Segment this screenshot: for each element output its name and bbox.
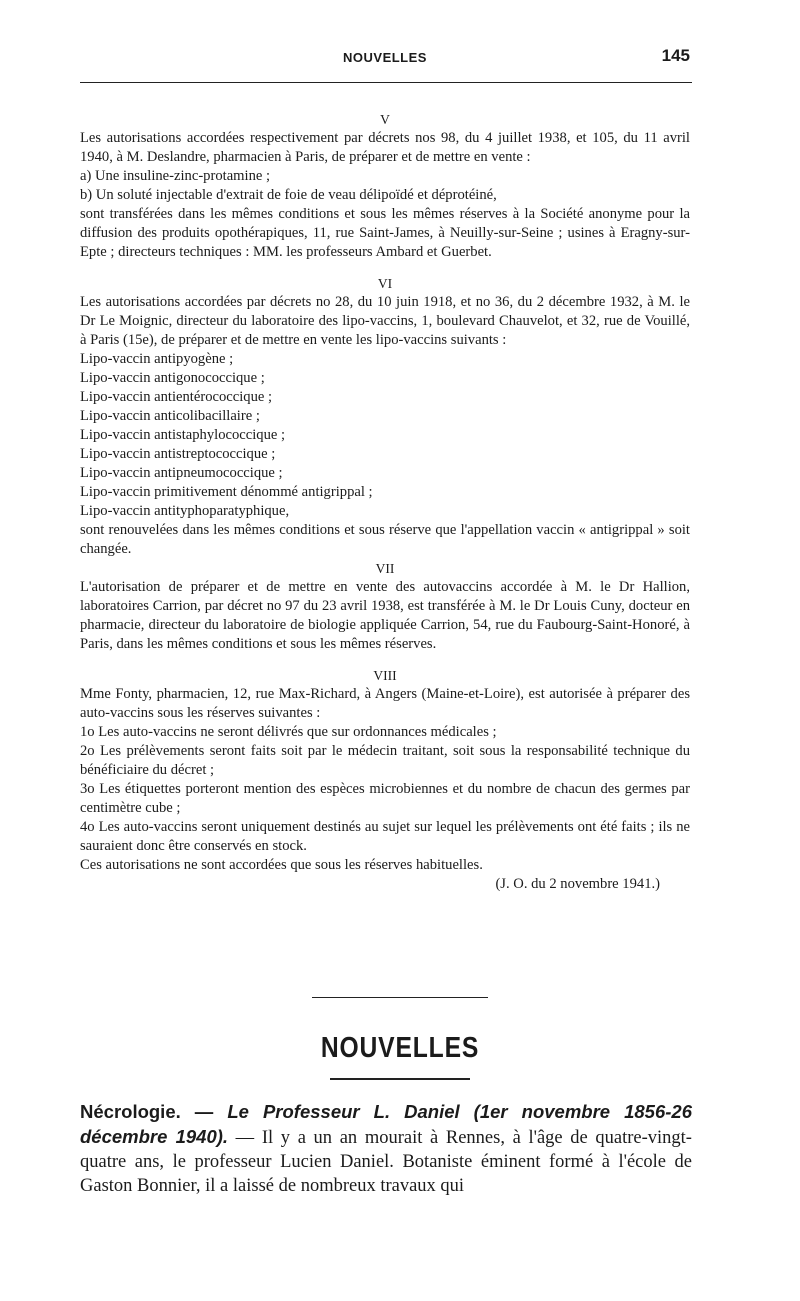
section-vi-item: Lipo-vaccin primitivement dénommé antigrippal ; (80, 484, 373, 500)
section-viii-item: 3o Les étiquettes porteront mention des espèces microbiennes et du nombre de chacun des germes par centimètre cube ; (80, 781, 690, 816)
news-paragraph (80, 1100, 692, 1198)
section-viii-item: 2o Les prélèvements seront faits soit par le médecin traitant, soit sous la responsabilité technique du bénéficiaire du décret ; (80, 743, 690, 778)
page-number: 145 (661, 46, 690, 65)
section-vi-item: Lipo-vaccin antityphoparatyphique, (80, 503, 290, 519)
news-lead: Nécrologie. (80, 1101, 181, 1122)
section-viii-text: Mme Fonty, pharmacien, 12, rue Max-Richard, à Angers (Maine-et-Loire), est autorisée à préparer des auto-vaccins sous les réserves suivantes : (80, 686, 690, 721)
section-v-closing: sont transférées dans les mêmes conditions et sous les mêmes réserves à la Société anonyme pour la diffusion des produits opothérapiques, 11, rue Saint-James, à Neuilly-sur-Seine ; usines à Eragny-sur-Epte ; directeurs techniques : MM. les professeurs Ambard et Guerbet. (80, 206, 690, 260)
section-vii-numeral: VII (375, 561, 395, 576)
section-viii-closing: Ces autorisations ne sont accordées que sous les réserves habituelles. (80, 857, 483, 873)
section-vi-item: Lipo-vaccin antientérococcique ; (80, 389, 273, 405)
section-v-item-a: a) Une insuline-zinc-protamine ; (80, 168, 271, 184)
section-vi-item: Lipo-vaccin antipyogène ; (80, 351, 234, 367)
section-vi-item: Lipo-vaccin antistaphylococcique ; (80, 427, 286, 443)
section-v-text: Les autorisations accordées respectivement par décrets nos 98, du 4 juillet 1938, et 105, du 11 avril 1940, à M. Deslandre, pharmacien à Paris, de préparer et de mettre en vente : (80, 130, 690, 165)
news-title: NOUVELLES (320, 1032, 480, 1064)
title-underline (330, 1078, 470, 1080)
news-dash: — (180, 1101, 228, 1122)
section-vi-item: Lipo-vaccin antigonococcique ; (80, 370, 265, 386)
section-viii-item: 1o Les auto-vaccins ne seront délivrés que sur ordonnances médicales ; (80, 724, 497, 740)
section-vii-text: L'autorisation de préparer et de mettre en vente des autovaccins accordée à M. le Dr Hallion, laboratoires Carrion, par décret no 97 du 23 avril 1938, est transférée à M. le Dr Louis Cuny, docteur en pharmacie, directeur du laboratoire de biologie appliquée Carrion, 54, rue du Faubourg-Saint-Honoré, à Paris, dans les mêmes conditions et sous les mêmes réserves. (80, 579, 690, 652)
section-vi-numeral: VI (377, 276, 393, 291)
news-heading: Le Professeur L. Daniel (1er novembre 1856-26 décembre 1940). (80, 1101, 692, 1147)
section-vi-text: Les autorisations accordées par décrets no 28, du 10 juin 1918, et no 36, du 2 décembre 1932, à M. le Dr Le Moignic, directeur du laboratoire des lipo-vaccins, 1, boulevard Chauvelot, et 32, rue de Vouillé, à Paris (15e), de préparer et de mettre en vente les lipo-vaccins suivants : (80, 294, 690, 348)
header-rule (80, 82, 692, 83)
news-text: — Il y a un an mourait à Rennes, à l'âge de quatre-vingt-quatre ans, le professeur Lucien Daniel. Botaniste éminent formé à l'école de Gaston Bonnier, il a laissé de nombreux travaux qui (80, 1128, 692, 1196)
section-divider (312, 997, 488, 998)
section-viii-numeral: VIII (373, 668, 397, 683)
page-header (80, 46, 690, 70)
section-v-numeral: V (380, 112, 390, 127)
section-viii-source: (J. O. du 2 novembre 1941.) (495, 876, 660, 892)
section-vi-item: Lipo-vaccin antipneumococcique ; (80, 465, 283, 481)
decree-body (80, 110, 690, 894)
running-title: NOUVELLES (343, 50, 427, 65)
section-v-item-b: b) Un soluté injectable d'extrait de foie de veau délipoïdé et déprotéiné, (80, 187, 497, 203)
section-viii-item: 4o Les auto-vaccins seront uniquement destinés au sujet sur lequel les prélèvements ont été faits ; ils ne sauraient donc être conservés en stock. (80, 819, 690, 854)
section-vi-item: Lipo-vaccin antistreptococcique ; (80, 446, 276, 462)
section-vi-item: Lipo-vaccin anticolibacillaire ; (80, 408, 260, 424)
section-vi-closing: sont renouvelées dans les mêmes conditions et sous réserve que l'appellation vaccin « antigrippal » soit changée. (80, 522, 690, 557)
